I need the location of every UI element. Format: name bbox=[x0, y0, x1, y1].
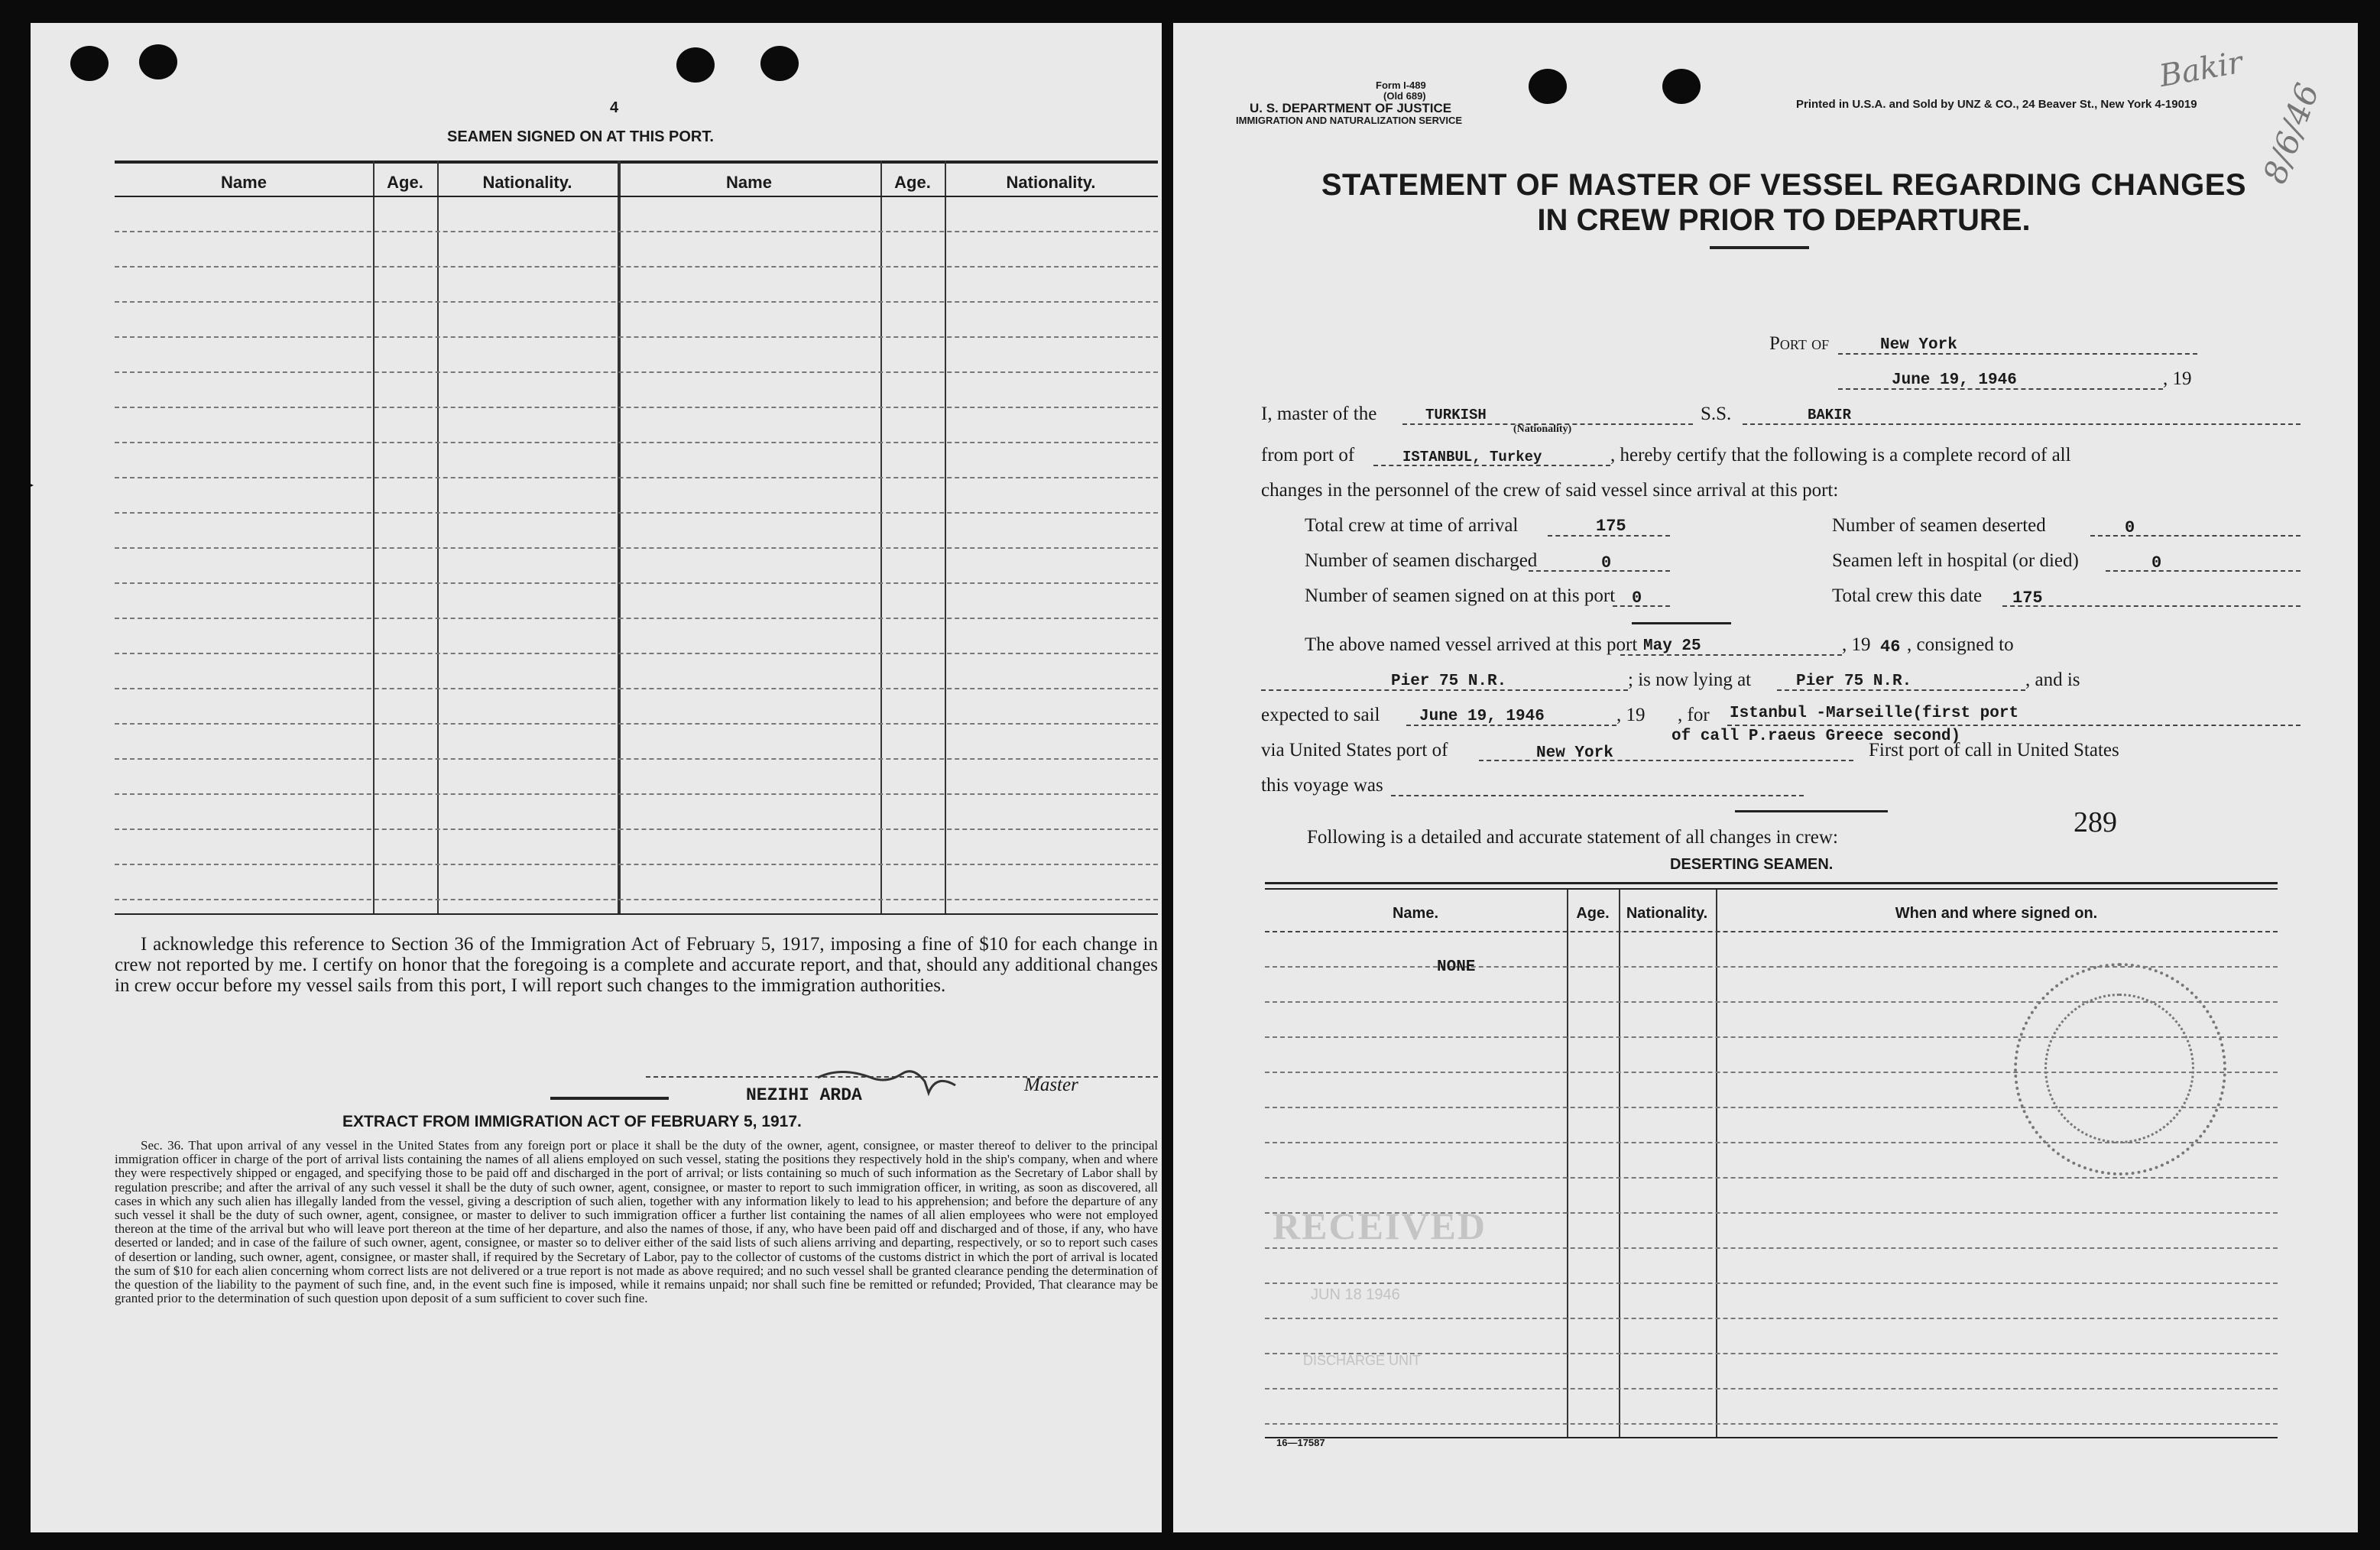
changes-text: changes in the personnel of the crew of said vessel since arrival at this port: bbox=[1261, 480, 1839, 501]
master-of-label: I, master of the bbox=[1261, 404, 1377, 424]
table-row bbox=[115, 442, 1158, 443]
arrived-text: The above named vessel arrived at this port bbox=[1305, 634, 1638, 655]
port-label: Port of bbox=[1769, 333, 1830, 354]
ss-label: S.S. bbox=[1701, 404, 1732, 424]
table-column-divider bbox=[945, 161, 946, 913]
total-date-value: 175 bbox=[2012, 589, 2043, 608]
date-suffix: , 19 bbox=[2163, 368, 2192, 389]
table-column-divider bbox=[880, 161, 882, 913]
table-column-divider bbox=[1716, 890, 1717, 1437]
received-stamp: RECEIVED bbox=[1273, 1205, 1487, 1247]
nationality-caption: (Nationality) bbox=[1513, 423, 1572, 435]
port-stamp-inner bbox=[2044, 994, 2194, 1143]
left-page bbox=[31, 23, 1162, 1532]
table-row bbox=[115, 758, 1158, 760]
handwritten-name: Bakir bbox=[2156, 44, 2245, 95]
page-count: 289 bbox=[2074, 806, 2117, 838]
table-row bbox=[115, 688, 1158, 689]
punch-hole bbox=[676, 47, 715, 83]
column-header: Age. bbox=[894, 173, 931, 192]
table-row bbox=[115, 371, 1158, 373]
master-name: NEZIHI ARDA bbox=[746, 1085, 862, 1105]
table-bottom-rule bbox=[115, 913, 1158, 915]
following-text: Following is a detailed and accurate statement of all changes in crew: bbox=[1307, 827, 1838, 848]
form-number: Form I-489 bbox=[1376, 79, 1426, 91]
expected-value: June 19, 1946 bbox=[1419, 708, 1545, 725]
handwritten-code: 8/6/46 bbox=[2255, 78, 2326, 189]
footer-code: 16—17587 bbox=[1276, 1437, 1325, 1448]
title-rule bbox=[1710, 246, 1809, 249]
table-row bbox=[115, 231, 1158, 232]
column-header: Age. bbox=[387, 173, 423, 192]
table-row bbox=[115, 336, 1158, 338]
total-date-label: Total crew this date bbox=[1832, 585, 1983, 606]
table-header-rule bbox=[115, 196, 1158, 197]
table-row bbox=[1265, 1423, 2278, 1425]
table-header-rule bbox=[1265, 931, 2278, 932]
table-column-divider bbox=[1619, 890, 1620, 1437]
via-value: New York bbox=[1536, 744, 1613, 762]
title-line-1: STATEMENT OF MASTER OF VESSEL REGARDING CHANGES bbox=[1321, 168, 2247, 202]
hospital-label: Seamen left in hospital (or died) bbox=[1832, 550, 2079, 571]
destination-value-2: of call P.raeus Greece second) bbox=[1672, 728, 1961, 745]
from-port-label: from port of bbox=[1261, 445, 1355, 465]
consigned-text: , consigned to bbox=[1907, 634, 2014, 655]
table-row bbox=[115, 582, 1158, 584]
via-line bbox=[1479, 760, 1853, 761]
table-row bbox=[115, 864, 1158, 865]
column-header: Nationality. bbox=[482, 173, 572, 192]
extract-text: Sec. 36. That upon arrival of any vessel in the United States from any foreign port or place it shall be the duty of the owner, agent, consignee, or master thereof to deliver to the principal immigration officer in charge of the port of arrival lists containing the names of all aliens employed on such vessel, stating the positions they respectively hold in the ship's company, when and where they were respectively shipped or engaged, and specifying those to be paid off and discharged in the port of arrival; or lists containing so much of such information as the Secretary of Labor shall by regulation prescribe; and after the arrival of any such vessel it shall be the duty of such owner, agent, consignee, or master to report to such immigration officer, in writing, as soon as discovered, all cases in which any such alien has illegally landed from the vessel, giving a description of such alien, together with any information likely to lead to his apprehension; and before the departure of any such vessel it shall be the duty of such owner, agent, consignee, or master to deliver to such immigration officer a further list containing the names of all alien employees who were not employed thereon at the time of the arrival but who will leave port thereon at the time of her departure, and also the names of those, if any, who have been paid off and discharged and of those, if any, who have deserted or landed; and in case of the failure of such owner, agent, consignee, or master so to deliver either of the said lists of such aliens arriving and departing, respectively, or so to report such cases of desertion or landing, such owner, agent, consignee, or master shall, if required by the Secretary of Labor, pay to the collector of customs of the customs district in which the port of arrival is located the sum of $10 for each alien concerning whom correct lists are not delivered or a true report is not made as above required; and no such vessel shall be granted clearance pending the determination of the question of the liability to the payment of such fine, and, in the event such fine is imposed, while it remains unpaid; nor shall such fine be remitted or refunded; Provided, That clearance may be granted prior to the determination of such question upon deposit of a sum sufficient to cover such fine. bbox=[115, 1138, 1158, 1306]
table-row bbox=[115, 477, 1158, 478]
extract-rule bbox=[550, 1097, 669, 1100]
total-arrival-value: 175 bbox=[1596, 517, 1626, 536]
table-row bbox=[115, 547, 1158, 549]
date-value: June 19, 1946 bbox=[1892, 371, 2017, 389]
table-row bbox=[115, 899, 1158, 900]
first-row-name: NONE bbox=[1437, 958, 1476, 976]
service: IMMIGRATION AND NATURALIZATION SERVICE bbox=[1236, 115, 1463, 126]
expected-year: , 19 bbox=[1616, 705, 1646, 725]
title-line-2: IN CREW PRIOR TO DEPARTURE. bbox=[1537, 203, 2031, 237]
table-row bbox=[115, 829, 1158, 830]
deserted-line bbox=[2090, 535, 2301, 537]
ship-line bbox=[1743, 423, 2301, 425]
table-column-divider bbox=[618, 161, 621, 913]
table-row bbox=[115, 653, 1158, 654]
edge-marker bbox=[0, 470, 34, 501]
department: U. S. DEPARTMENT OF JUSTICE bbox=[1250, 101, 1452, 115]
lying-value: Pier 75 N.R. bbox=[1796, 673, 1912, 690]
punch-hole bbox=[760, 46, 799, 81]
table-row bbox=[115, 618, 1158, 619]
deserting-title: DESERTING SEAMEN. bbox=[1670, 856, 1834, 873]
from-port-value: ISTANBUL, Turkey bbox=[1402, 449, 1542, 465]
deserting-top-rule-1 bbox=[1265, 882, 2278, 884]
table-column-divider bbox=[373, 161, 375, 913]
signed-on-label: Number of seamen signed on at this port bbox=[1305, 585, 1616, 606]
table-column-divider bbox=[437, 161, 439, 913]
table-bottom-rule bbox=[1265, 1437, 2278, 1438]
hospital-line bbox=[2106, 570, 2301, 572]
certify-text: , hereby certify that the following is a complete record of all bbox=[1610, 445, 2071, 465]
printer-line: Printed in U.S.A. and Sold by UNZ & CO., 24 Beaver St., New York 4-19019 bbox=[1796, 98, 2197, 111]
discharged-label: Number of seamen discharged bbox=[1305, 550, 1538, 571]
column-header: Nationality. bbox=[1626, 905, 1708, 922]
ship-name: BAKIR bbox=[1808, 407, 1852, 423]
deserted-label: Number of seamen deserted bbox=[1832, 515, 2046, 536]
table-row bbox=[115, 301, 1158, 303]
table-column-divider bbox=[1567, 890, 1568, 1437]
count-rule bbox=[1632, 622, 1731, 624]
form-old: (Old 689) bbox=[1383, 90, 1426, 102]
expected-label: expected to sail bbox=[1261, 705, 1380, 725]
punch-hole bbox=[139, 44, 177, 79]
first-port-text: First port of call in United States bbox=[1869, 740, 2119, 760]
table-row bbox=[1265, 1388, 2278, 1389]
total-date-line bbox=[2002, 605, 2301, 607]
right-page bbox=[1173, 23, 2358, 1532]
punch-hole bbox=[70, 46, 109, 81]
destination-value: Istanbul -Marseille(first port bbox=[1730, 705, 2019, 722]
arrived-year: , 19 bbox=[1842, 634, 1871, 655]
voyage-line bbox=[1391, 795, 1804, 796]
table-row bbox=[1265, 1318, 2278, 1319]
acknowledgement-text: I acknowledge this reference to Section 36 of the Immigration Act of February 5, 1917, imposing a fine of $10 for each change in crew not reported by me. I certify on honor that the foregoing is a complete and accurate report, and that, should any additional changes in crew occur before my vessel sails from this port, I will report such changes to the immigration authorities. bbox=[115, 934, 1158, 996]
received-office: DISCHARGE UNIT bbox=[1303, 1353, 1422, 1368]
column-header: Age. bbox=[1576, 905, 1610, 922]
table-row bbox=[115, 512, 1158, 514]
column-header: When and where signed on. bbox=[1895, 905, 2098, 922]
voyage-rule bbox=[1735, 810, 1888, 812]
section-title: SEAMEN SIGNED ON AT THIS PORT. bbox=[447, 128, 714, 145]
voyage-label: this voyage was bbox=[1261, 775, 1383, 796]
via-label: via United States port of bbox=[1261, 740, 1448, 760]
punch-hole bbox=[1529, 69, 1567, 104]
discharged-line bbox=[1529, 570, 1670, 572]
nationality-value: TURKISH bbox=[1425, 407, 1487, 423]
deserting-top-rule-2 bbox=[1265, 888, 2278, 890]
master-label: Master bbox=[1024, 1075, 1078, 1095]
destination-line bbox=[1727, 725, 2301, 726]
table-row bbox=[115, 266, 1158, 268]
discharged-value: 0 bbox=[1601, 553, 1612, 572]
table-row bbox=[115, 793, 1158, 795]
column-header: Name bbox=[726, 173, 772, 192]
extract-title: EXTRACT FROM IMMIGRATION ACT OF FEBRUARY 5, 1917. bbox=[342, 1113, 802, 1130]
deserted-value: 0 bbox=[2125, 518, 2135, 537]
column-header: Nationality. bbox=[1006, 173, 1096, 192]
table-row bbox=[115, 407, 1158, 408]
for-label: , for bbox=[1678, 705, 1710, 725]
hospital-value: 0 bbox=[2151, 553, 2162, 572]
punch-hole bbox=[1662, 69, 1701, 104]
page-number: 4 bbox=[610, 99, 619, 116]
column-header: Name. bbox=[1392, 905, 1439, 922]
table-row bbox=[1265, 1282, 2278, 1284]
consignee-value: Pier 75 N.R. bbox=[1391, 673, 1507, 690]
and-is-text: , and is bbox=[2025, 670, 2080, 690]
table-row bbox=[115, 723, 1158, 725]
total-arrival-label: Total crew at time of arrival bbox=[1305, 515, 1519, 536]
lying-text: ; is now lying at bbox=[1628, 670, 1752, 690]
port-value: New York bbox=[1880, 336, 1957, 354]
column-header: Name bbox=[221, 173, 267, 192]
arrived-year-value: 46 bbox=[1880, 637, 1901, 657]
table-row bbox=[1265, 1177, 2278, 1179]
signed-on-value: 0 bbox=[1632, 589, 1642, 608]
arrived-value: May 25 bbox=[1643, 637, 1701, 655]
table-top-rule bbox=[115, 161, 1158, 164]
received-date: JUN 18 1946 bbox=[1311, 1286, 1400, 1303]
